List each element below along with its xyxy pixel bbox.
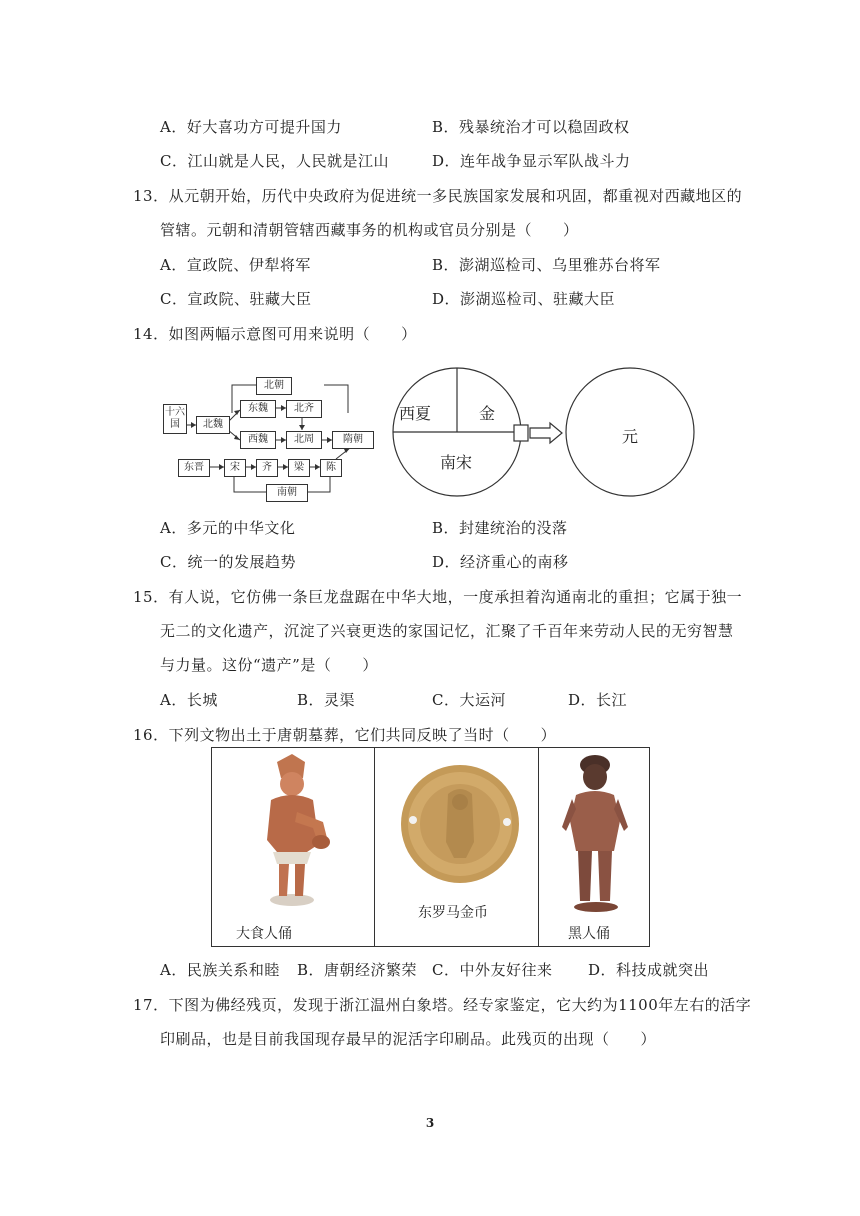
- q17-stem-line2: 印刷品，也是目前我国现存最早的泥活字印刷品。此残页的出现（ ）: [160, 1030, 657, 1048]
- q15-option-c: C．大运河: [432, 691, 506, 709]
- q16-stem: 16．下列文物出土于唐朝墓葬，它们共同反映了当时（ ）: [133, 726, 557, 744]
- q14-stem: 14．如图两幅示意图可用来说明（ ）: [133, 325, 417, 343]
- caption-coin: 东罗马金币: [418, 905, 488, 921]
- box-liang: 梁: [288, 459, 310, 477]
- q16-option-a: A．民族关系和睦: [160, 961, 280, 979]
- q13-stem-line1: 13．从元朝开始，历代中央政府为促进统一多民族国家发展和巩固，都重视对西藏地区的: [133, 187, 743, 205]
- q12-option-a: A．好大喜功方可提升国力: [160, 118, 342, 136]
- box-song: 宋: [224, 459, 246, 477]
- q15-option-a: A．长城: [160, 691, 218, 709]
- q15-stem-line1: 15．有人说，它仿佛一条巨龙盘踞在中华大地，一度承担着沟通南北的重担；它属于独一: [133, 588, 743, 606]
- q13-option-a: A．宣政院、伊犁将军: [160, 256, 311, 274]
- artifact-cell-dashi: [212, 748, 375, 946]
- q12-option-b: B．残暴统治才可以稳固政权: [432, 118, 630, 136]
- q16-option-b: B．唐朝经济繁荣: [297, 961, 418, 979]
- label-xixia: 西夏: [399, 404, 432, 423]
- q15-stem-line2: 无二的文化遗产，沉淀了兴衰更迭的家国记忆，汇聚了千百年来劳动人民的无穷智慧: [160, 622, 734, 640]
- q14-option-c: C．统一的发展趋势: [160, 553, 296, 571]
- q14-option-d: D．经济重心的南移: [432, 553, 569, 571]
- q15-option-b: B．灵渠: [297, 691, 356, 709]
- box-dongjin: 东晋: [178, 459, 210, 477]
- box-suichao: 隋朝: [332, 431, 374, 449]
- q15-stem-line3: 与力量。这份“遗产”是（ ）: [160, 656, 378, 674]
- artifact-cell-heiren: [538, 748, 649, 946]
- q16-option-c: C．中外友好往来: [432, 961, 553, 979]
- label-nansong: 南宋: [440, 453, 473, 472]
- caption-dashi: 大食人俑: [236, 926, 292, 942]
- label-yuan: 元: [622, 427, 639, 446]
- q13-stem-line2: 管辖。元朝和清朝管辖西藏事务的机构或官员分别是（ ）: [160, 221, 579, 239]
- label-jin: 金: [479, 404, 496, 423]
- q14-option-a: A．多元的中华文化: [160, 519, 296, 537]
- box-shiliuguo: 十六国: [163, 404, 187, 434]
- box-beiwei: 北魏: [196, 416, 230, 434]
- dashi-figurine-image: [237, 752, 347, 910]
- q14-option-b: B．封建统治的没落: [432, 519, 568, 537]
- caption-heiren: 黑人俑: [568, 926, 610, 942]
- q13-option-c: C．宣政院、驻藏大臣: [160, 290, 312, 308]
- heiren-figurine-image: [554, 751, 636, 919]
- box-xiwei: 西魏: [240, 431, 276, 449]
- q12-option-d: D．连年战争显示军队战斗力: [432, 152, 631, 170]
- page-number: 3: [425, 1116, 435, 1130]
- q12-option-c: C．江山就是人民，人民就是江山: [160, 152, 389, 170]
- box-beichao: 北朝: [256, 377, 292, 395]
- box-dongwei: 东魏: [240, 400, 276, 418]
- q13-option-d: D．澎湖巡检司、驻藏大臣: [432, 290, 616, 308]
- artifact-image-table: [211, 747, 650, 947]
- artifact-cell-coin: [374, 748, 539, 946]
- q15-option-d: D．长江: [568, 691, 628, 709]
- box-beiqi: 北齐: [286, 400, 322, 418]
- q16-option-d: D．科技成就突出: [588, 961, 710, 979]
- box-beizhou: 北周: [286, 431, 322, 449]
- q17-stem-line1: 17．下图为佛经残页，发现于浙江温州白象塔。经专家鉴定，它大约为1100年左右的活字: [133, 996, 752, 1014]
- box-qi: 齐: [256, 459, 278, 477]
- q13-option-b: B．澎湖巡检司、乌里雅苏台将军: [432, 256, 661, 274]
- box-chen: 陈: [320, 459, 342, 477]
- byzantine-coin-image: [400, 762, 520, 887]
- box-nanchao: 南朝: [266, 484, 308, 502]
- song-yuan-circles: [390, 365, 700, 500]
